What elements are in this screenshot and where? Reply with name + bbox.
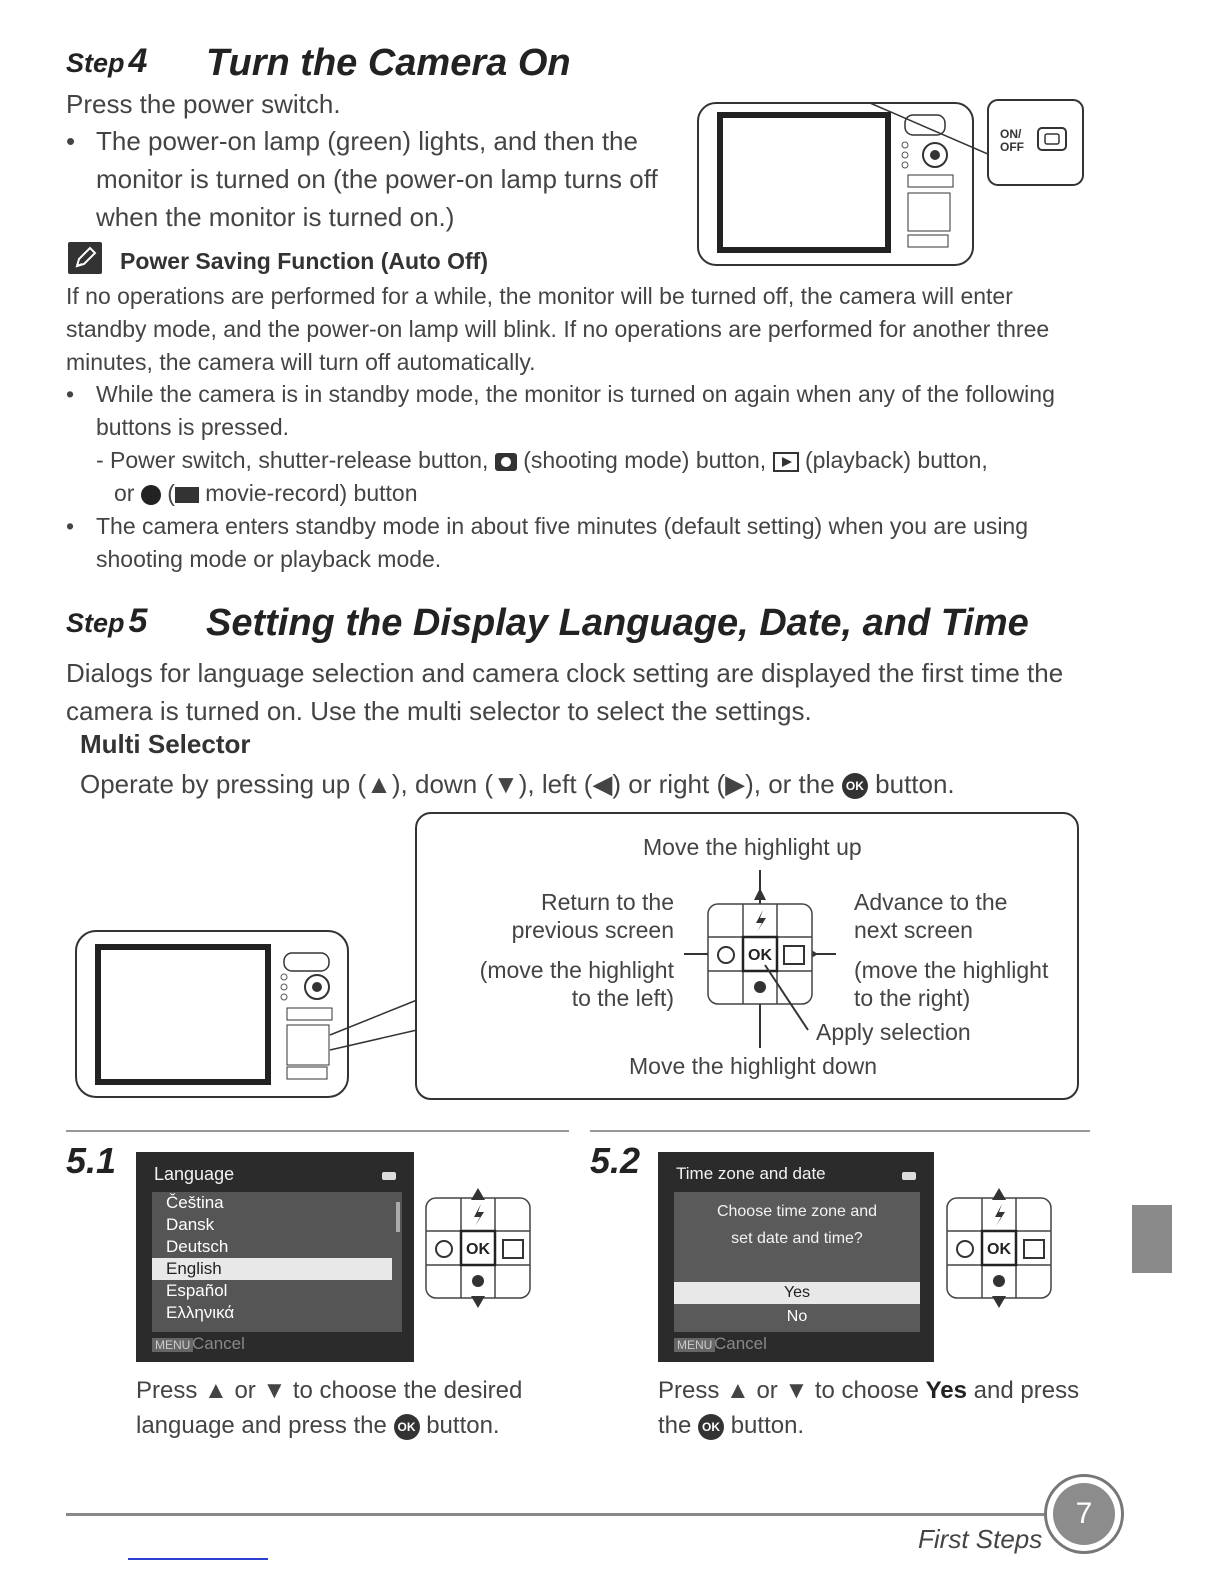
step4-bullet-text: The power-on lamp (green) lights, and then the monitor is turned on (the power-on lamp turns off when the monitor is turned on.) (96, 126, 658, 232)
note-title: Power Saving Function (Auto Off) (120, 248, 488, 274)
step4-label: Step (66, 48, 125, 78)
step5-number: 5 (128, 602, 148, 640)
step4-title: Turn the Camera On (206, 42, 571, 84)
multi-selector-pad (680, 870, 840, 1050)
note-bullet2-text: The camera enters standby mode in about five minutes (default setting) when you are using shooting mode or playback mode. (96, 513, 1029, 572)
substep1-caption: Press ▲ or ▼ to choose the desired language and press the OK button. (136, 1373, 522, 1443)
dialog-question-line1: Choose time zone and (716, 1203, 878, 1220)
list-item[interactable]: Ελληνικά (166, 1303, 235, 1322)
footer-section: First Steps (918, 1524, 1043, 1554)
multi-selector-desc: Operate by pressing up (▲), down (▼), left (◀) or right (▶), or the OK button. (80, 769, 955, 799)
multi-selector-title: Multi Selector (80, 729, 251, 759)
timezone-screen (658, 1152, 934, 1362)
cancel-label: Cancel (192, 1334, 245, 1353)
svg-text:OK: OK (466, 1241, 490, 1258)
mini-multi-selector-2 (944, 1188, 1054, 1308)
svg-text:OK: OK (987, 1241, 1011, 1258)
note-dash-line2: or ( movie-record) button (114, 480, 418, 506)
list-item[interactable]: Deutsch (166, 1237, 229, 1256)
divider-right (590, 1130, 1090, 1132)
dialog-question (674, 1198, 920, 1252)
list-item[interactable]: Čeština (166, 1193, 224, 1212)
battery-icon (902, 1172, 916, 1180)
step5-heading (66, 602, 1116, 650)
camera-back-illustration-2 (72, 925, 422, 1105)
list-item[interactable]: Dansk (166, 1215, 215, 1234)
ok-button-icon: OK (394, 1414, 420, 1440)
substep1-number: 5.1 (66, 1140, 117, 1181)
ok-button-icon: OK (842, 773, 868, 799)
battery-icon (382, 1172, 396, 1180)
no-option[interactable]: No (786, 1308, 808, 1325)
note-paragraph (66, 280, 1096, 379)
step5-title: Setting the Display Language, Date, and Time (206, 602, 1029, 644)
footer-rule (66, 1513, 1066, 1516)
ok-label: OK (748, 947, 772, 964)
divider-left (66, 1130, 569, 1132)
language-list (152, 1192, 402, 1332)
label-left-2: previous screen (511, 917, 674, 943)
section-tab (1132, 1205, 1172, 1273)
label-right-3: (move the highlight (854, 957, 1049, 983)
yes-option[interactable]: Yes (674, 1282, 920, 1304)
caption-pre: Press ▲ or ▼ to choose (658, 1377, 926, 1404)
pencil-note-icon (68, 242, 102, 274)
step4-bullet: • The power-on lamp (green) lights, and then the monitor is turned on (the power-on lamp turns off when the monitor is turned on.) (66, 122, 666, 236)
caption-post: and press (967, 1377, 1080, 1404)
label-left-3: (move the highlight (479, 957, 674, 983)
note-bullet1-text: While the camera is in standby mode, the monitor is turned on again when any of the following buttons is pressed. (96, 381, 1055, 440)
note-bullet2: • The camera enters standby mode in about five minutes (default setting) when you are using shooting mode or playback mode. (66, 510, 1096, 576)
note-para-text: If no operations are performed for a while, the monitor will be turned off, the camera will enter standby mode, and the power-on lamp will blink. If no operations are performed for another three minutes, the camera will turn off automatically. (66, 283, 1050, 375)
camera-back-illustration (690, 95, 1090, 270)
label-move-down: Move the highlight down (629, 1053, 878, 1079)
dialog-question-line2: set date and time? (731, 1230, 863, 1247)
note-dash-line1: - Power switch, shutter-release button, (shooting mode) button, (playback) button, (96, 447, 988, 473)
language-screen-title: Language (154, 1164, 235, 1184)
label-move-up: Move the highlight up (643, 834, 862, 860)
language-screen (136, 1152, 414, 1362)
cancel-label: Cancel (714, 1334, 767, 1353)
timezone-screen-title: Time zone and date (676, 1164, 826, 1183)
camera-icon (495, 453, 517, 471)
label-left (456, 888, 674, 1012)
caption-bold: Yes (925, 1377, 967, 1404)
list-item[interactable]: Español (166, 1281, 228, 1300)
playback-icon (773, 452, 799, 472)
label-left-4: to the left) (571, 985, 674, 1011)
ok-button-icon: OK (698, 1414, 724, 1440)
substep1-caption-line1: Press ▲ or ▼ to choose the desired (136, 1377, 523, 1404)
mini-multi-selector-1 (423, 1188, 533, 1308)
substep2-caption: Press ▲ or ▼ to choose Yes and press the OK button. (658, 1377, 1080, 1439)
timezone-dialog (674, 1192, 920, 1332)
label-right-4: to the right) (854, 985, 971, 1011)
record-dot-icon (141, 485, 161, 505)
step5-intro: Dialogs for language selection and camera clock setting are displayed the first time the camera is turned on. Use the multi selector to select the settings. (66, 658, 1064, 726)
step4-intro: Press the power switch. (66, 89, 341, 119)
label-right-2: next screen (854, 917, 973, 943)
label-right (854, 888, 1048, 1012)
onoff-label: ON/ OFF (1000, 127, 1024, 154)
scrollbar[interactable] (396, 1202, 400, 1232)
label-left-1: Return to the (541, 889, 674, 915)
substep2-number: 5.2 (590, 1140, 641, 1181)
step4-number: 4 (128, 42, 148, 80)
menu-icon: MENU (674, 1338, 715, 1352)
movie-icon (175, 487, 199, 503)
label-right-1: Advance to the (854, 889, 1008, 915)
note-bullet1: • While the camera is in standby mode, the monitor is turned on again when any of the following buttons is pressed. (66, 378, 1096, 444)
page-badge (1044, 1474, 1124, 1554)
menu-icon: MENU (152, 1338, 193, 1352)
list-item-selected[interactable]: English (152, 1258, 392, 1280)
footer-link-line (128, 1558, 268, 1560)
step5-label: Step (66, 608, 125, 638)
step4-heading (66, 42, 666, 90)
page-number: 7 (1053, 1483, 1115, 1545)
label-apply: Apply selection (816, 1019, 971, 1045)
